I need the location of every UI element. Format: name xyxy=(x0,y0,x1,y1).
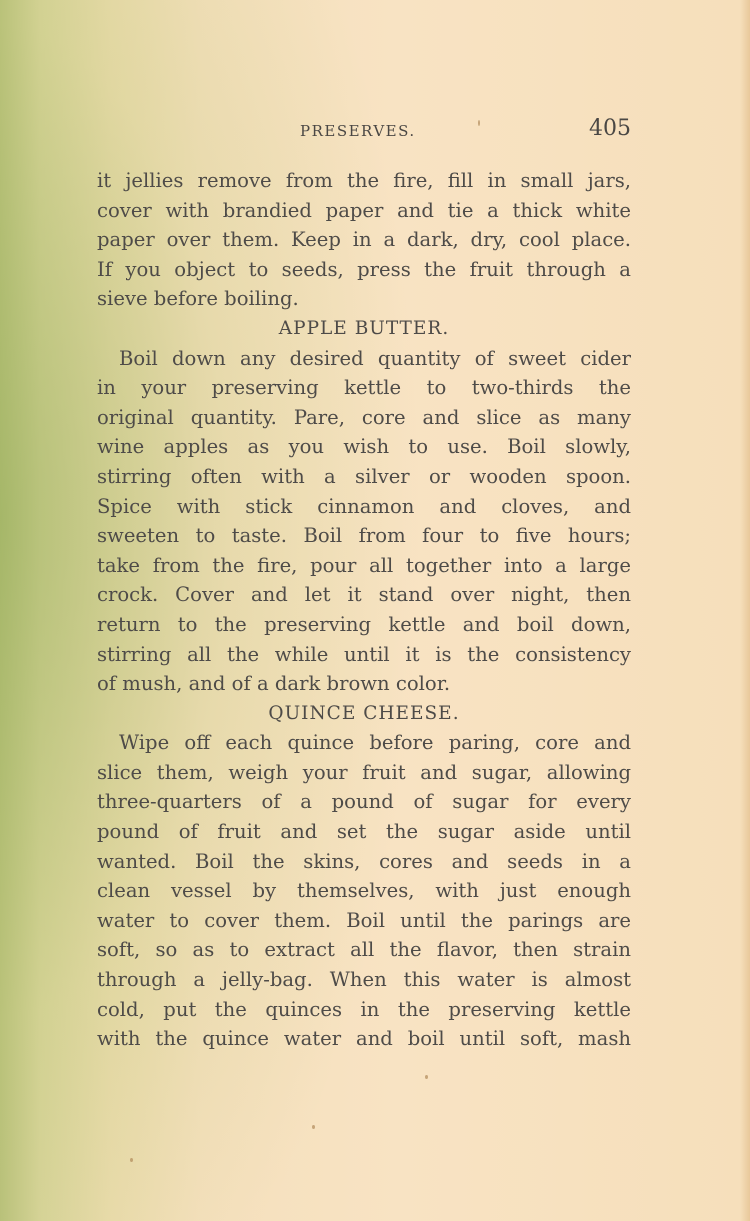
text-line: wine apples as you wish to use. Boil slowly, xyxy=(97,435,631,459)
paper-speck xyxy=(478,120,480,126)
page-number: 405 xyxy=(589,116,631,141)
running-title: PRESERVES. xyxy=(300,122,416,140)
text-line: in your preserving kettle to two-thirds the xyxy=(97,376,631,400)
text-line: return to the preserving kettle and boil down, xyxy=(97,612,631,636)
text-line: take from the fire, pour all together into a large xyxy=(97,553,631,577)
text-line: Boil down any desired quantity of sweet cider xyxy=(119,346,631,370)
text-line: original quantity. Pare, core and slice as many xyxy=(97,405,631,429)
page-body xyxy=(97,166,631,1054)
text-line: sweeten to taste. Boil from four to five hours; xyxy=(97,524,631,548)
text-line: sieve before boiling. xyxy=(97,287,299,311)
text-line: three-quarters of a pound of sugar for every xyxy=(97,790,631,814)
recipe-paragraph-apple-butter xyxy=(97,344,631,699)
continued-paragraph xyxy=(97,166,631,314)
recipe-heading-quince-cheese: QUINCE CHEESE. xyxy=(268,702,460,724)
text-line: clean vessel by themselves, with just enough xyxy=(97,879,631,903)
text-line: paper over them. Keep in a dark, dry, cool place. xyxy=(97,228,631,252)
paper-speck xyxy=(425,1075,428,1079)
text-line: water to cover them. Boil until the parings are xyxy=(97,908,631,932)
text-line: slice them, weigh your fruit and sugar, allowing xyxy=(97,760,631,784)
recipe-paragraph-quince-cheese xyxy=(97,728,631,1054)
text-line: stirring all the while until it is the consistency xyxy=(97,642,631,666)
text-line: of mush, and of a dark brown color. xyxy=(97,672,451,696)
text-line: soft, so as to extract all the flavor, then strain xyxy=(97,938,631,962)
text-line: wanted. Boil the skins, cores and seeds in a xyxy=(97,849,631,873)
paper-speck xyxy=(130,1158,133,1162)
text-line: with the quince water and boil until soft, mash xyxy=(97,1027,631,1051)
text-line: it jellies remove from the fire, fill in small jars, xyxy=(97,169,631,192)
text-line: Wipe off each quince before paring, core and xyxy=(119,731,631,755)
text-line: through a jelly-bag. When this water is almost xyxy=(97,968,631,992)
text-line: cold, put the quinces in the preserving kettle xyxy=(97,997,631,1021)
text-line: pound of fruit and set the sugar aside until xyxy=(97,820,631,844)
text-line: If you object to seeds, press the fruit through a xyxy=(97,257,631,281)
text-line: crock. Cover and let it stand over night, then xyxy=(97,583,631,607)
page-header xyxy=(0,116,750,146)
paper-speck xyxy=(312,1125,315,1129)
recipe-heading-apple-butter: APPLE BUTTER. xyxy=(278,317,450,339)
text-line: Spice with stick cinnamon and cloves, and xyxy=(97,494,631,518)
text-line: stirring often with a silver or wooden spoon. xyxy=(97,464,631,488)
text-line: cover with brandied paper and tie a thick white xyxy=(97,198,631,222)
